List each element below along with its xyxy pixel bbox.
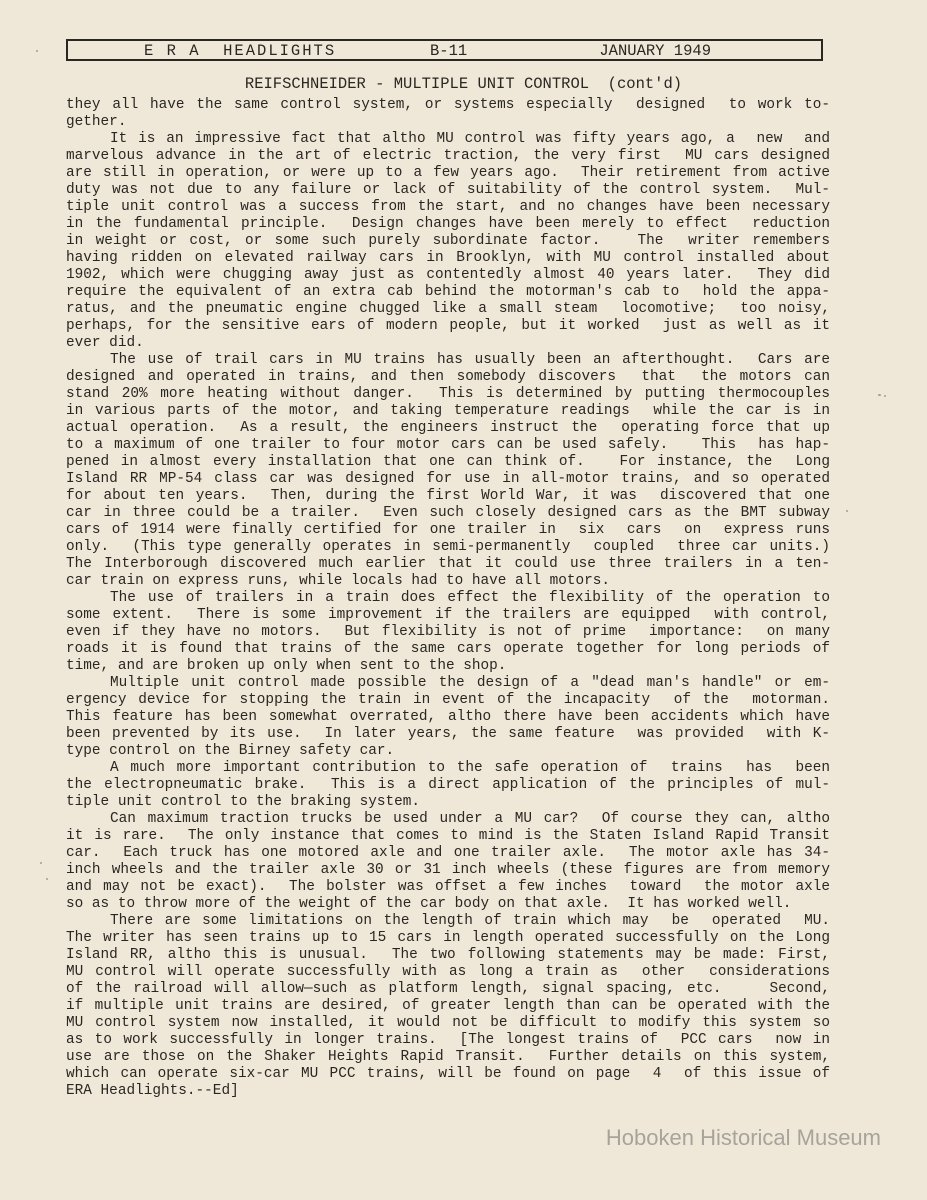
article-line: ERA Headlights.--Ed] <box>66 1083 239 1099</box>
publication-name: E R A HEADLIGHTS <box>144 42 337 60</box>
article-line: ratus, and the pneumatic engine chugged like a small steam locomotive; too noisy, <box>66 301 830 317</box>
paper-speck <box>40 862 42 864</box>
article-line: cars of 1914 were finally certified for one trailer in six cars on express runs <box>66 522 830 538</box>
article-line: Island RR MP-54 class car was designed for use in all-motor trains, and so operated <box>66 471 830 487</box>
article-line: some extent. There is some improvement if the trailers are equipped with control, <box>66 607 830 623</box>
article-line: A much more important contribution to the safe operation of trains has been <box>110 760 830 776</box>
article-line: use are those on the Shaker Heights Rapid Transit. Further details on this system, <box>66 1049 830 1065</box>
article-line: as to work successfully in longer trains. [The longest trains of PCC cars now in <box>66 1032 830 1048</box>
article-line: duty was not due to any failure or lack of suitability of the control system. Mul- <box>66 182 830 198</box>
article-line: car. Each truck has one motored axle and one trailer axle. The motor axle has 34- <box>66 845 830 861</box>
article-line: car train on express runs, while locals had to have all motors. <box>66 573 611 589</box>
article-line: require the equivalent of an extra cab behind the motorman's cab to hold the appa- <box>66 284 830 300</box>
article-line: The Interborough discovered much earlier that it could use three trailers in a ten- <box>66 556 830 572</box>
paper-speck <box>878 394 881 396</box>
article-line: The use of trail cars in MU trains has usually been an afterthought. Cars are <box>110 352 830 368</box>
paper-speck <box>36 50 38 52</box>
article-line: 1902, which were chugging away just as contentedly almost 40 years later. They did <box>66 267 830 283</box>
article-line: tiple unit control was a success from the start, and no changes have been necessary <box>66 199 830 215</box>
article-line: type control on the Birney safety car. <box>66 743 395 759</box>
article-line: gether. <box>66 114 127 130</box>
article-line: It is an impressive fact that altho MU control was fifty years ago, a new and <box>110 131 830 147</box>
article-line: tiple unit control to the braking system. <box>66 794 421 810</box>
article-line: of the railroad will allow—such as platform length, signal spacing, etc. Second, <box>66 981 830 997</box>
article-line: The writer has seen trains up to 15 cars in length operated successfully on the Long <box>66 930 830 946</box>
article-line: Multiple unit control made possible the design of a "dead man's handle" or em- <box>110 675 830 691</box>
article-line: in various parts of the motor, and taking temperature readings while the car is in <box>66 403 830 419</box>
article-line: only. (This type generally operates in semi-permanently coupled three car units.) <box>66 539 830 555</box>
article-line: stand 20% more heating without danger. This is determined by putting thermocouples <box>66 386 830 402</box>
article-line: roads it is found that trains of the same cars operate together for long periods of <box>66 641 830 657</box>
article-line: if multiple unit trains are desired, of greater length than can be operated with the <box>66 998 830 1014</box>
article-title: REIFSCHNEIDER - MULTIPLE UNIT CONTROL (cont'd) <box>244 75 683 93</box>
article-line: are still in operation, or were up to a few years ago. Their retirement from active <box>66 165 830 181</box>
article-line: Can maximum traction trucks be used under a MU car? Of course they can, altho <box>110 811 830 827</box>
article-line: There are some limitations on the length of train which may be operated MU. <box>110 913 830 929</box>
article-line: This feature has been somewhat overrated, altho there have been accidents which have <box>66 709 830 725</box>
article-line: ergency device for stopping the train in event of the incapacity of the motorman. <box>66 692 830 708</box>
article-line: so as to throw more of the weight of the car body on that axle. It has worked well. <box>66 896 792 912</box>
article-line: and may not be exact). The bolster was offset a few inches toward the motor axle <box>66 879 830 895</box>
article-line: ever did. <box>66 335 144 351</box>
article-line: even if they have no motors. But flexibility is not of prime importance: on many <box>66 624 830 640</box>
article-line: designed and operated in trains, and then somebody discovers that the motors can <box>66 369 830 385</box>
paper-speck <box>46 878 48 880</box>
article-line: to a maximum of one trailer to four motor cars can be used safely. This has hap- <box>66 437 830 453</box>
article-line: which can operate six-car MU PCC trains, will be found on page 4 of this issue of <box>66 1066 830 1082</box>
article-line: car in three could be a trailer. Even such closely designed cars as the BMT subway <box>66 505 830 521</box>
article-line: inch wheels and the trailer axle 30 or 31 inch wheels (these figures are from memory <box>66 862 830 878</box>
page-number: B-11 <box>430 42 468 60</box>
article-line: in weight or cost, or some such purely subordinate factor. The writer remembers <box>66 233 830 249</box>
article-line: pened in almost every installation that one can think of. For instance, the Long <box>66 454 830 470</box>
masthead-box <box>66 39 823 61</box>
article-line: in the fundamental principle. Design changes have been merely to effect reduction <box>66 216 830 232</box>
article-line: actual operation. As a result, the engineers instruct the operating force that up <box>66 420 830 436</box>
article-line: perhaps, for the sensitive ears of modern people, but it worked just as well as it <box>66 318 830 334</box>
article-body <box>66 97 830 1100</box>
article-line: MU control system now installed, it would not be difficult to modify this system so <box>66 1015 830 1031</box>
article-line: marvelous advance in the art of electric traction, the very first MU cars designed <box>66 148 830 164</box>
museum-watermark: Hoboken Historical Museum <box>605 1125 881 1150</box>
paper-speck <box>846 510 848 512</box>
article-line: having ridden on elevated railway cars in Brooklyn, with MU control installed about <box>66 250 830 266</box>
article-line: Island RR, altho this is unusual. The two following statements may be made: First, <box>66 947 830 963</box>
article-line: they all have the same control system, or systems especially designed to work to- <box>66 97 830 113</box>
article-line: for about ten years. Then, during the first World War, it was discovered that one <box>66 488 830 504</box>
article-line: The use of trailers in a train does effect the flexibility of the operation to <box>110 590 830 606</box>
article-line: time, and are broken up only when sent to the shop. <box>66 658 507 674</box>
article-line: it is rare. The only instance that comes to mind is the Staten Island Rapid Transit <box>66 828 830 844</box>
paper-speck <box>884 395 886 397</box>
article-line: MU control will operate successfully with as long a train as other considerations <box>66 964 830 980</box>
article-line: been prevented by its use. In later years, the same feature was provided with K- <box>66 726 830 742</box>
article-line: the electropneumatic brake. This is a direct application of the principles of mul- <box>66 777 830 793</box>
issue-date: JANUARY 1949 <box>599 42 711 60</box>
